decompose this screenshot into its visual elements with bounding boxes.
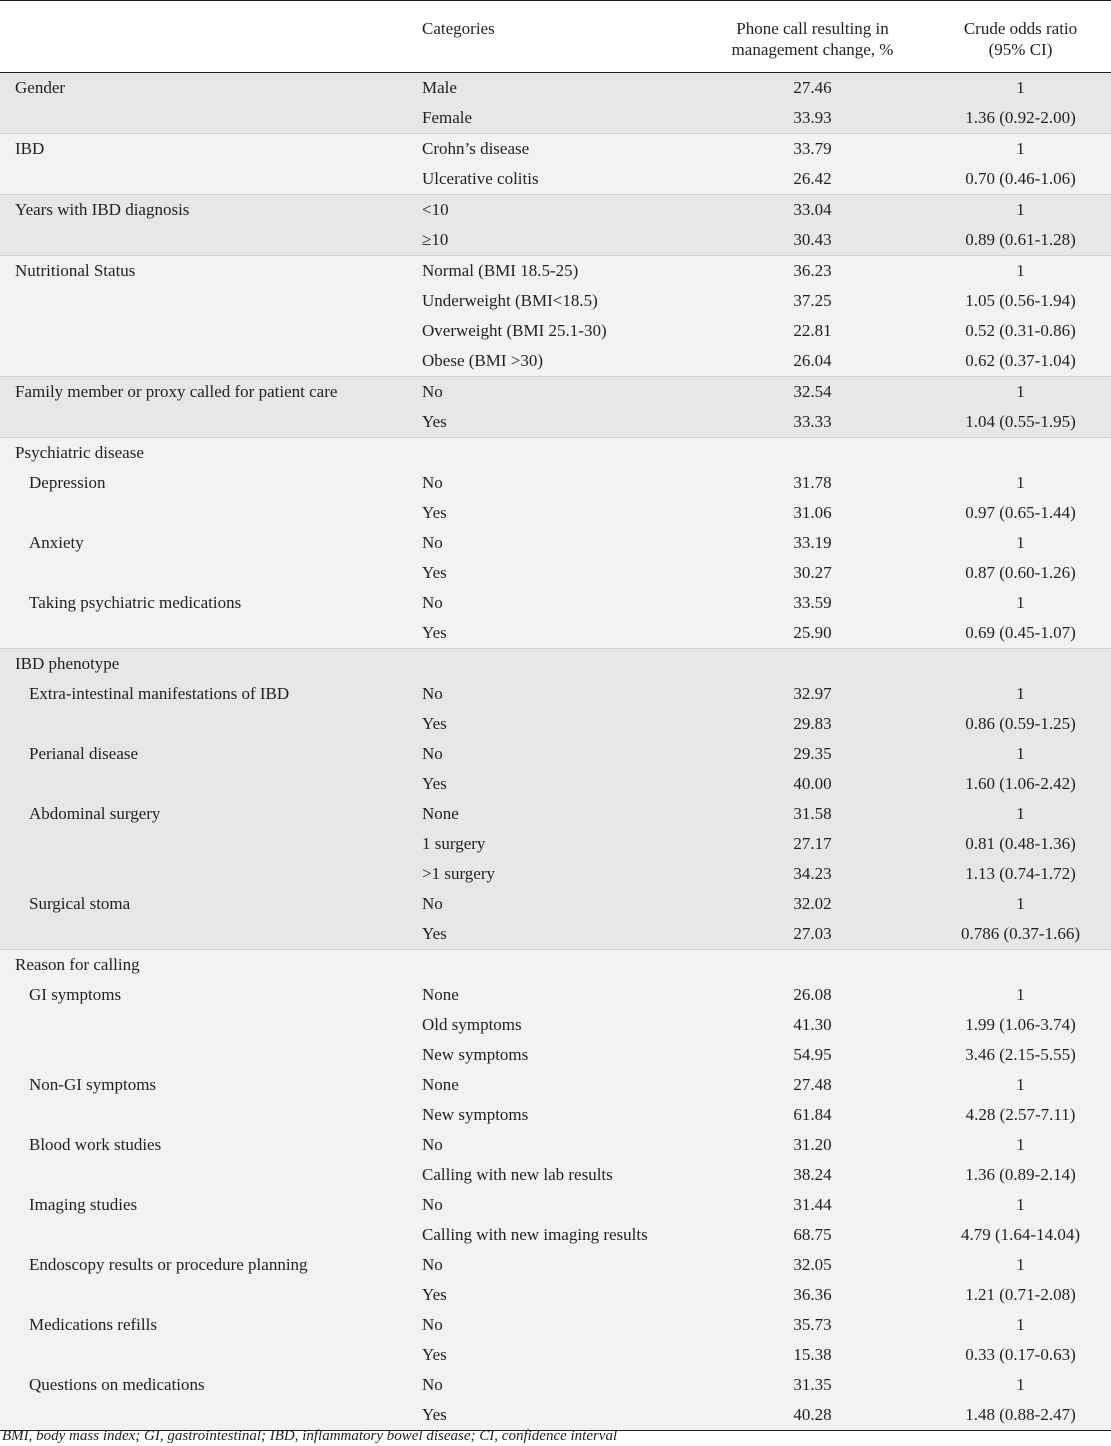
table-row <box>0 438 1111 469</box>
odds-ratio-cell: 1.21 (0.71-2.08) <box>965 1285 1076 1304</box>
percent-cell: 38.24 <box>793 1165 832 1184</box>
variable-cell <box>0 1100 405 1130</box>
percent-cell: 32.05 <box>793 1255 832 1274</box>
percent-cell: 40.28 <box>695 1400 930 1431</box>
percent-cell: 37.25 <box>793 291 832 310</box>
percent-cell: 33.93 <box>793 108 832 127</box>
percent-cell: 36.36 <box>793 1285 832 1304</box>
percent-cell: 26.04 <box>793 351 832 370</box>
percent-cell: 27.48 <box>793 1075 832 1094</box>
variable-cell <box>0 498 405 528</box>
table-row <box>0 739 1111 769</box>
variable-cell: Nutritional Status <box>15 261 136 280</box>
odds-ratio-cell: 3.46 (2.15-5.55) <box>965 1045 1076 1064</box>
table-row <box>0 468 1111 498</box>
variable-cell: Abdominal surgery <box>29 804 161 823</box>
category-cell: New symptoms <box>422 1105 529 1124</box>
category-cell <box>405 438 695 469</box>
table-row <box>0 134 1111 165</box>
odds-ratio-cell: 1 <box>1016 1075 1025 1094</box>
percent-cell: 22.81 <box>793 321 832 340</box>
odds-ratio-cell: 0.62 (0.37-1.04) <box>965 351 1076 370</box>
table-row <box>0 1280 1111 1310</box>
odds-ratio-cell: 1 <box>1016 1375 1025 1394</box>
odds-ratio-cell: 1 <box>1016 1255 1025 1274</box>
variable-cell <box>0 407 405 438</box>
table-row <box>0 225 1111 256</box>
variable-cell: Endoscopy results or procedure planning <box>29 1255 308 1274</box>
category-cell: Calling with new lab results <box>422 1165 613 1184</box>
category-cell: Yes <box>422 924 447 943</box>
table-row <box>0 588 1111 618</box>
header-odds-ratio-text: Crude odds ratio (95% CI) <box>963 19 1078 59</box>
odds-ratio-cell: 1 <box>1016 985 1025 1004</box>
table-row <box>0 164 1111 195</box>
table-row <box>0 1010 1111 1040</box>
table-row <box>0 498 1111 528</box>
table-row <box>0 407 1111 438</box>
variable-cell <box>0 1040 405 1070</box>
table-row <box>0 1160 1111 1190</box>
table-group <box>0 195 1111 256</box>
category-cell: Calling with new imaging results <box>422 1225 648 1244</box>
variable-cell: Reason for calling <box>15 955 140 974</box>
odds-ratio-cell: 0.33 (0.17-0.63) <box>965 1345 1076 1364</box>
percent-cell: 26.08 <box>793 985 832 1004</box>
variable-cell <box>0 1160 405 1190</box>
variable-cell: IBD phenotype <box>15 654 120 673</box>
category-cell: Yes <box>422 412 447 431</box>
percent-cell: 41.30 <box>793 1015 832 1034</box>
odds-ratio-cell: 0.87 (0.60-1.26) <box>965 563 1076 582</box>
percent-cell: 27.03 <box>793 924 832 943</box>
table-row <box>0 316 1111 346</box>
table-row <box>0 286 1111 316</box>
table-row <box>0 346 1111 377</box>
category-cell: No <box>422 382 443 401</box>
table-row <box>0 889 1111 919</box>
header-variable <box>0 1 405 73</box>
odds-ratio-cell: 0.97 (0.65-1.44) <box>965 503 1076 522</box>
variable-cell: Questions on medications <box>29 1375 205 1394</box>
percent-cell: 33.59 <box>793 593 832 612</box>
category-cell: None <box>422 804 459 823</box>
category-cell: Yes <box>405 1400 695 1431</box>
odds-ratio-cell: 1.99 (1.06-3.74) <box>965 1015 1076 1034</box>
table-row <box>0 73 1111 104</box>
category-cell: Male <box>422 78 457 97</box>
percent-cell: 32.02 <box>793 894 832 913</box>
percent-cell: 31.20 <box>793 1135 832 1154</box>
variable-cell <box>0 829 405 859</box>
category-cell: No <box>422 593 443 612</box>
percent-cell: 27.17 <box>793 834 832 853</box>
odds-ratio-cell: 0.81 (0.48-1.36) <box>965 834 1076 853</box>
table-row <box>0 709 1111 739</box>
variable-cell: Years with IBD diagnosis <box>15 200 190 219</box>
table-row <box>0 919 1111 950</box>
odds-ratio-cell: 0.786 (0.37-1.66) <box>961 924 1080 943</box>
percent-cell: 40.00 <box>793 774 832 793</box>
table-row <box>0 1340 1111 1370</box>
category-cell: Yes <box>422 714 447 733</box>
category-cell: No <box>422 744 443 763</box>
odds-ratio-cell: 1 <box>1016 78 1025 97</box>
odds-ratio-cell: 1.13 (0.74-1.72) <box>965 864 1076 883</box>
odds-ratio-cell: 1 <box>1016 894 1025 913</box>
odds-ratio-cell: 1 <box>1016 1135 1025 1154</box>
variable-cell: IBD <box>15 139 45 158</box>
table-row <box>0 256 1111 287</box>
percent-cell: 15.38 <box>793 1345 832 1364</box>
odds-ratio-cell: 0.52 (0.31-0.86) <box>965 321 1076 340</box>
table-row <box>0 679 1111 709</box>
percent-cell: 32.97 <box>793 684 832 703</box>
variable-cell <box>0 919 405 950</box>
category-cell <box>405 649 695 680</box>
category-cell: Female <box>422 108 473 127</box>
table-row <box>0 528 1111 558</box>
percent-cell: 68.75 <box>793 1225 832 1244</box>
odds-ratio-cell: 1 <box>1016 382 1025 401</box>
odds-ratio-cell: 1 <box>1016 139 1025 158</box>
table-row <box>0 1370 1111 1400</box>
table-row <box>0 1100 1111 1130</box>
category-cell: Obese (BMI >30) <box>422 351 544 370</box>
odds-ratio-cell: 4.79 (1.64-14.04) <box>961 1225 1080 1244</box>
table-row <box>0 1220 1111 1250</box>
variable-cell <box>0 709 405 739</box>
odds-ratio-cell: 1 <box>1016 261 1025 280</box>
variable-cell: Anxiety <box>29 533 84 552</box>
table-group <box>0 134 1111 195</box>
category-cell: Overweight (BMI 25.1-30) <box>422 321 607 340</box>
odds-ratio-cell: 1.36 (0.92-2.00) <box>965 108 1076 127</box>
table-group <box>0 256 1111 377</box>
table-group <box>0 377 1111 438</box>
category-cell: Yes <box>422 1285 447 1304</box>
variable-cell <box>0 1340 405 1370</box>
odds-ratio-cell: 1 <box>1016 1315 1025 1334</box>
table-row <box>0 103 1111 134</box>
odds-ratio-cell: 1 <box>1016 1195 1025 1214</box>
table-footnote: BMI, body mass index; GI, gastrointestinal; IBD, inflammatory bowel disease; CI, confidence interval <box>2 1428 618 1444</box>
category-cell: No <box>422 894 443 913</box>
percent-cell: 31.78 <box>793 473 832 492</box>
category-cell: Old symptoms <box>422 1015 522 1034</box>
odds-ratio-cell: 4.28 (2.57-7.11) <box>965 1105 1076 1124</box>
odds-ratio-cell: 0.70 (0.46-1.06) <box>965 169 1076 188</box>
table-group <box>0 438 1111 649</box>
table-row <box>0 558 1111 588</box>
variable-cell <box>0 558 405 588</box>
variable-cell <box>0 225 405 256</box>
variable-cell: Non-GI symptoms <box>29 1075 157 1094</box>
table-row <box>0 859 1111 889</box>
category-cell: Yes <box>422 1345 447 1364</box>
percent-cell <box>695 950 930 981</box>
odds-ratio-cell: 1 <box>1016 804 1025 823</box>
percent-cell: 34.23 <box>793 864 832 883</box>
category-cell: No <box>422 473 443 492</box>
variable-cell: Family member or proxy called for patient care <box>15 382 338 401</box>
category-cell: No <box>422 533 443 552</box>
variable-cell: Depression <box>29 473 106 492</box>
category-cell: Crohn’s disease <box>422 139 530 158</box>
header-odds-ratio <box>930 1 1111 73</box>
odds-ratio-cell: 1 <box>1016 744 1025 763</box>
table-group <box>0 73 1111 134</box>
table-row <box>0 649 1111 680</box>
variable-cell <box>0 103 405 134</box>
category-cell: New symptoms <box>422 1045 529 1064</box>
odds-ratio-cell <box>930 438 1111 469</box>
header-percent-text: Phone call resulting in management change, % <box>731 19 894 59</box>
category-cell: No <box>422 1375 443 1394</box>
variable-cell <box>0 286 405 316</box>
table-row <box>0 618 1111 649</box>
percent-cell: 33.04 <box>793 200 832 219</box>
percent-cell: 25.90 <box>793 623 832 642</box>
variable-cell: Gender <box>15 78 66 97</box>
table-row <box>0 377 1111 408</box>
odds-ratio-cell: 1.48 (0.88-2.47) <box>930 1400 1111 1431</box>
variable-cell <box>0 618 405 649</box>
percent-cell: 29.35 <box>793 744 832 763</box>
category-cell: >1 surgery <box>422 864 496 883</box>
odds-ratio-cell: 1.04 (0.55-1.95) <box>965 412 1076 431</box>
category-cell: Yes <box>422 563 447 582</box>
table-row <box>0 829 1111 859</box>
odds-ratio-cell <box>930 649 1111 680</box>
odds-ratio-cell: 1 <box>1016 684 1025 703</box>
variable-cell: Extra-intestinal manifestations of IBD <box>29 684 290 703</box>
table-row <box>0 1190 1111 1220</box>
table-row <box>0 1250 1111 1280</box>
category-cell: Ulcerative colitis <box>422 169 539 188</box>
category-cell: None <box>422 985 459 1004</box>
variable-cell <box>0 859 405 889</box>
table-row <box>0 195 1111 226</box>
category-cell: Underweight (BMI<18.5) <box>422 291 598 310</box>
variable-cell: Imaging studies <box>29 1195 138 1214</box>
table-row <box>0 1130 1111 1160</box>
category-cell: Yes <box>422 503 447 522</box>
variable-cell <box>0 769 405 799</box>
header-row <box>0 1 1111 73</box>
percent-cell: 31.35 <box>793 1375 832 1394</box>
variable-cell <box>0 1280 405 1310</box>
table-row <box>0 950 1111 981</box>
odds-ratio-cell: 1 <box>1016 533 1025 552</box>
header-percent <box>695 1 930 73</box>
variable-cell <box>0 346 405 377</box>
odds-ratio-cell: 1 <box>1016 473 1025 492</box>
percent-cell: 61.84 <box>793 1105 832 1124</box>
category-cell: ≥10 <box>422 230 449 249</box>
category-cell: <10 <box>422 200 449 219</box>
variable-cell <box>0 1010 405 1040</box>
percent-cell <box>695 649 930 680</box>
category-cell: No <box>422 1135 443 1154</box>
percent-cell: 33.19 <box>793 533 832 552</box>
odds-ratio-cell <box>930 950 1111 981</box>
variable-cell: Blood work studies <box>29 1135 162 1154</box>
category-cell: None <box>422 1075 459 1094</box>
category-cell: No <box>422 684 443 703</box>
percent-cell: 26.42 <box>793 169 832 188</box>
category-cell <box>405 950 695 981</box>
category-cell: Normal (BMI 18.5-25) <box>422 261 579 280</box>
odds-ratio-cell: 0.69 (0.45-1.07) <box>965 623 1076 642</box>
table-row <box>0 799 1111 829</box>
percent-cell: 33.33 <box>793 412 832 431</box>
category-cell: No <box>422 1315 443 1334</box>
percent-cell: 31.44 <box>793 1195 832 1214</box>
percent-cell: 31.58 <box>793 804 832 823</box>
table-row <box>0 1040 1111 1070</box>
percent-cell: 32.54 <box>793 382 832 401</box>
percent-cell <box>695 438 930 469</box>
variable-cell <box>0 316 405 346</box>
odds-ratio-cell: 1.60 (1.06-2.42) <box>965 774 1076 793</box>
category-cell: Yes <box>422 623 447 642</box>
table-group <box>0 649 1111 950</box>
percent-cell: 30.43 <box>793 230 832 249</box>
category-cell: 1 surgery <box>422 834 486 853</box>
percent-cell: 27.46 <box>793 78 832 97</box>
percent-cell: 31.06 <box>793 503 832 522</box>
percent-cell: 30.27 <box>793 563 832 582</box>
category-cell: Yes <box>422 774 447 793</box>
odds-ratio-cell: 1.05 (0.56-1.94) <box>965 291 1076 310</box>
percent-cell: 36.23 <box>793 261 832 280</box>
category-cell: No <box>422 1195 443 1214</box>
table-row <box>0 1310 1111 1340</box>
table-row <box>0 980 1111 1010</box>
variable-cell <box>0 164 405 195</box>
odds-ratio-cell: 1 <box>1016 593 1025 612</box>
percent-cell: 29.83 <box>793 714 832 733</box>
variable-cell <box>0 1220 405 1250</box>
variable-cell: Surgical stoma <box>29 894 131 913</box>
odds-ratio-cell: 1 <box>1016 200 1025 219</box>
odds-ratio-cell: 0.86 (0.59-1.25) <box>965 714 1076 733</box>
variable-cell: Taking psychiatric medications <box>29 593 242 612</box>
odds-ratio-cell: 1.36 (0.89-2.14) <box>965 1165 1076 1184</box>
percent-cell: 54.95 <box>793 1045 832 1064</box>
table-header <box>0 1 1111 73</box>
table-row <box>0 769 1111 799</box>
percent-cell: 33.79 <box>793 139 832 158</box>
percent-cell: 35.73 <box>793 1315 832 1334</box>
table-group <box>0 950 1111 1431</box>
table-row <box>0 1070 1111 1100</box>
variable-cell: Psychiatric disease <box>15 443 144 462</box>
variable-cell: Medications refills <box>29 1315 157 1334</box>
header-categories: Categories <box>405 1 695 73</box>
variable-cell: Perianal disease <box>29 744 139 763</box>
odds-ratio-cell: 0.89 (0.61-1.28) <box>965 230 1076 249</box>
variable-cell: GI symptoms <box>29 985 122 1004</box>
category-cell: No <box>422 1255 443 1274</box>
